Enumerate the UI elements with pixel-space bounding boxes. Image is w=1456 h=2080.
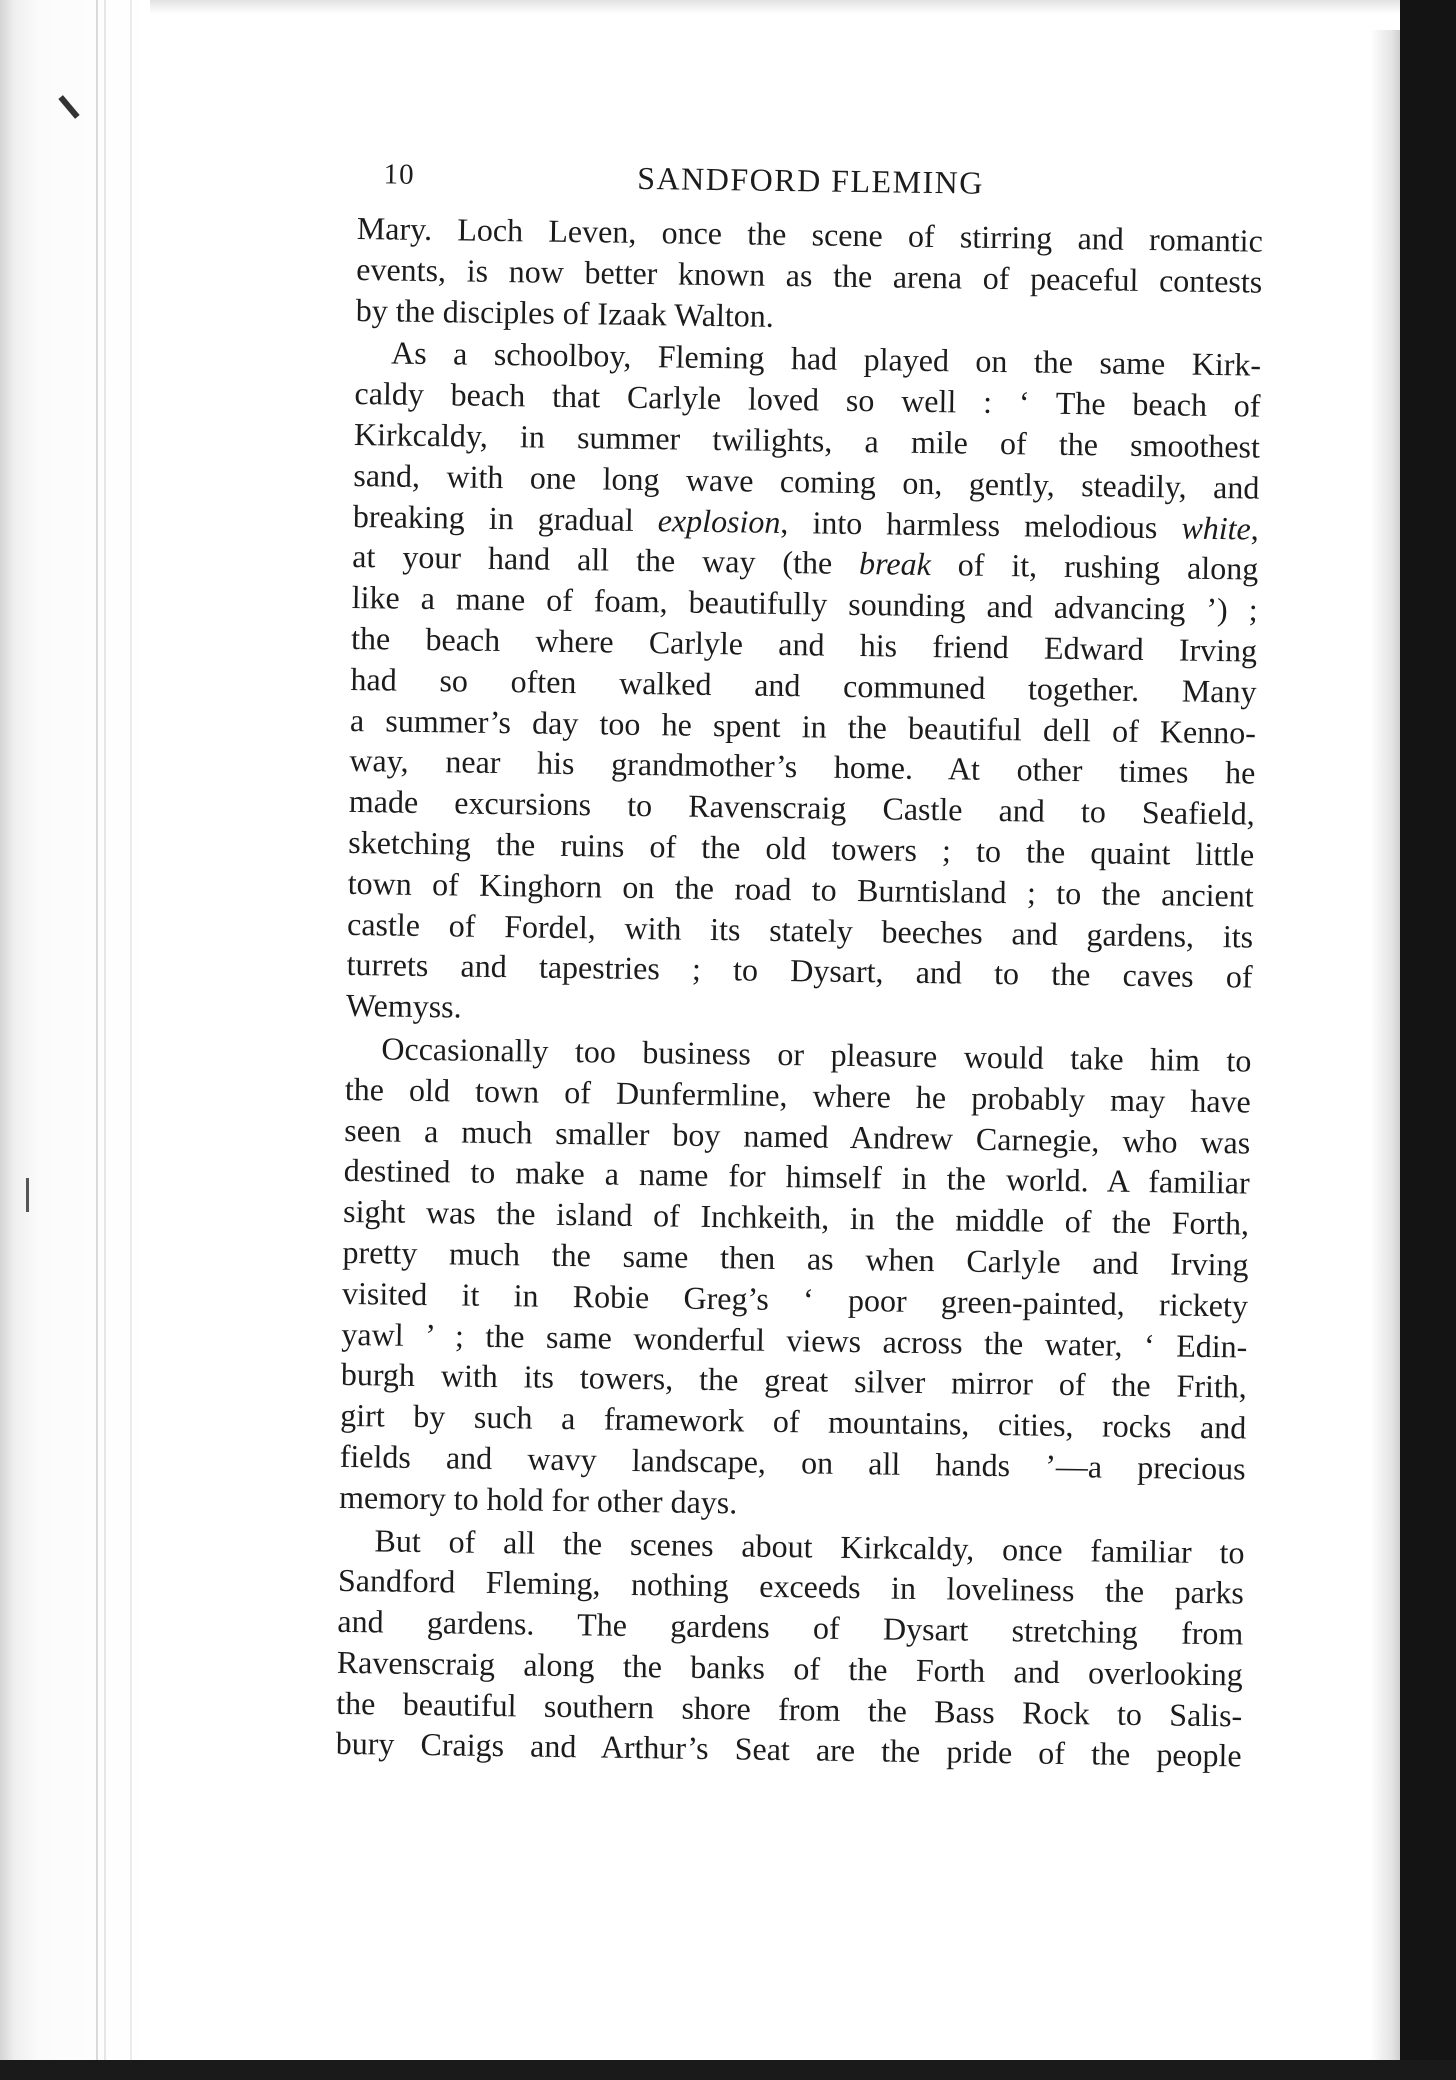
text-line: bury Craigs and Arthur’s Seat are the pride of the people <box>335 1725 1242 1774</box>
text-line: burgh with its towers, the great silver mirror of the Frith, <box>340 1356 1248 1405</box>
text-line: made excursions to Ravenscraig Castle and to Seafield, <box>348 783 1256 832</box>
text-line: pretty much the same then as when Carlyle and Irving <box>342 1233 1249 1283</box>
running-head <box>357 148 1264 221</box>
text-line: the old town of Dunfermline, where he probably may have <box>344 1070 1252 1120</box>
text-line: Occasionally too business or pleasure would take him to <box>381 1030 1252 1079</box>
text-line: seen a much smaller boy named Andrew Carnegie, who was <box>344 1111 1251 1161</box>
text-line: memory to hold for other days. <box>338 1478 738 1521</box>
paragraph-1 <box>355 208 1263 343</box>
text-line: fields and wavy landscape, on all hands ’—a precious <box>339 1437 1246 1487</box>
binding-line <box>130 0 132 2060</box>
text-line: destined to make a name for himself in the world. A familiar <box>343 1152 1250 1201</box>
text-line: Kirkcaldy, in summer twilights, a mile of the smoothest <box>353 415 1261 465</box>
scan-bottom-border <box>0 2060 1456 2080</box>
text-line: the beautiful southern shore from the Bass Rock to Salis- <box>336 1684 1243 1734</box>
book-page <box>335 148 1263 1777</box>
text-line: breaking in gradual explosion, into harmless melodious white, <box>352 497 1260 547</box>
text-line: sketching the ruins of the old towers ; to the quaint little <box>348 823 1255 873</box>
text-line: at your hand all the way (the break of it, rushing along <box>352 538 1259 587</box>
text-line: like a mane of foam, beautifully sounding and advancing ’) ; <box>351 579 1258 628</box>
paragraph-3 <box>339 1028 1252 1530</box>
text-line: turrets and tapestries ; to Dysart, and to the caves of <box>346 946 1253 995</box>
text-line: by the disciples of Izaak Walton. <box>355 291 775 334</box>
binding-line <box>104 0 106 2060</box>
page-number: 10 <box>383 158 415 191</box>
text-line: the beach where Carlyle and his friend Edward Irving <box>350 619 1258 669</box>
text-line: yawl ’ ; the same wonderful views across the water, ‘ Edin- <box>341 1315 1248 1365</box>
page-binding-edge <box>0 0 150 2060</box>
text-line: As a schoolboy, Fleming had played on the same Kirk- <box>390 334 1262 384</box>
paragraph-4 <box>335 1519 1244 1776</box>
running-title: SANDFORD FLEMING <box>636 159 985 201</box>
text-line: Mary. Loch Leven, once the scene of stirring and romantic <box>356 209 1264 259</box>
text-line: visited it in Robie Greg’s ‘ poor green-painted, rickety <box>341 1274 1249 1324</box>
text-line: But of all the scenes about Kirkcaldy, once familiar to <box>374 1521 1245 1571</box>
text-line: sight was the island of Inchkeith, in the middle of the Forth, <box>342 1193 1250 1242</box>
text-line: Wemyss. <box>345 987 462 1025</box>
text-line: Sandford Fleming, nothing exceeds in loveliness the parks <box>337 1562 1245 1611</box>
text-line: caldy beach that Carlyle loved so well : ‘ The beach of <box>354 375 1261 424</box>
paragraph-2 <box>346 332 1262 1038</box>
text-line: town of Kinghorn on the road to Burntisland ; to the ancient <box>347 864 1254 914</box>
text-line: events, is now better known as the arena of peaceful contests <box>356 250 1263 300</box>
text-line: a summer’s day too he spent in the beautiful dell of Kenno- <box>349 701 1257 751</box>
text-line: sand, with one long wave coming on, gently, steadily, and <box>353 456 1260 506</box>
text-line: way, near his grandmother’s home. At other times he <box>349 742 1256 791</box>
binding-line <box>96 0 98 2060</box>
text-line: girt by such a framework of mountains, cities, rocks and <box>340 1396 1247 1446</box>
scan-speck <box>26 1178 29 1212</box>
text-line: castle of Fordel, with its stately beeches and gardens, its <box>346 905 1254 955</box>
scan-right-border <box>1400 0 1456 2080</box>
page-right-shadow <box>1370 30 1400 2060</box>
text-line: and gardens. The gardens of Dysart stretching from <box>337 1602 1244 1652</box>
text-line: had so often walked and communed together. Many <box>350 660 1257 710</box>
text-line: Ravenscraig along the banks of the Forth and overlooking <box>336 1643 1244 1693</box>
scan-top-edge <box>0 0 1456 14</box>
